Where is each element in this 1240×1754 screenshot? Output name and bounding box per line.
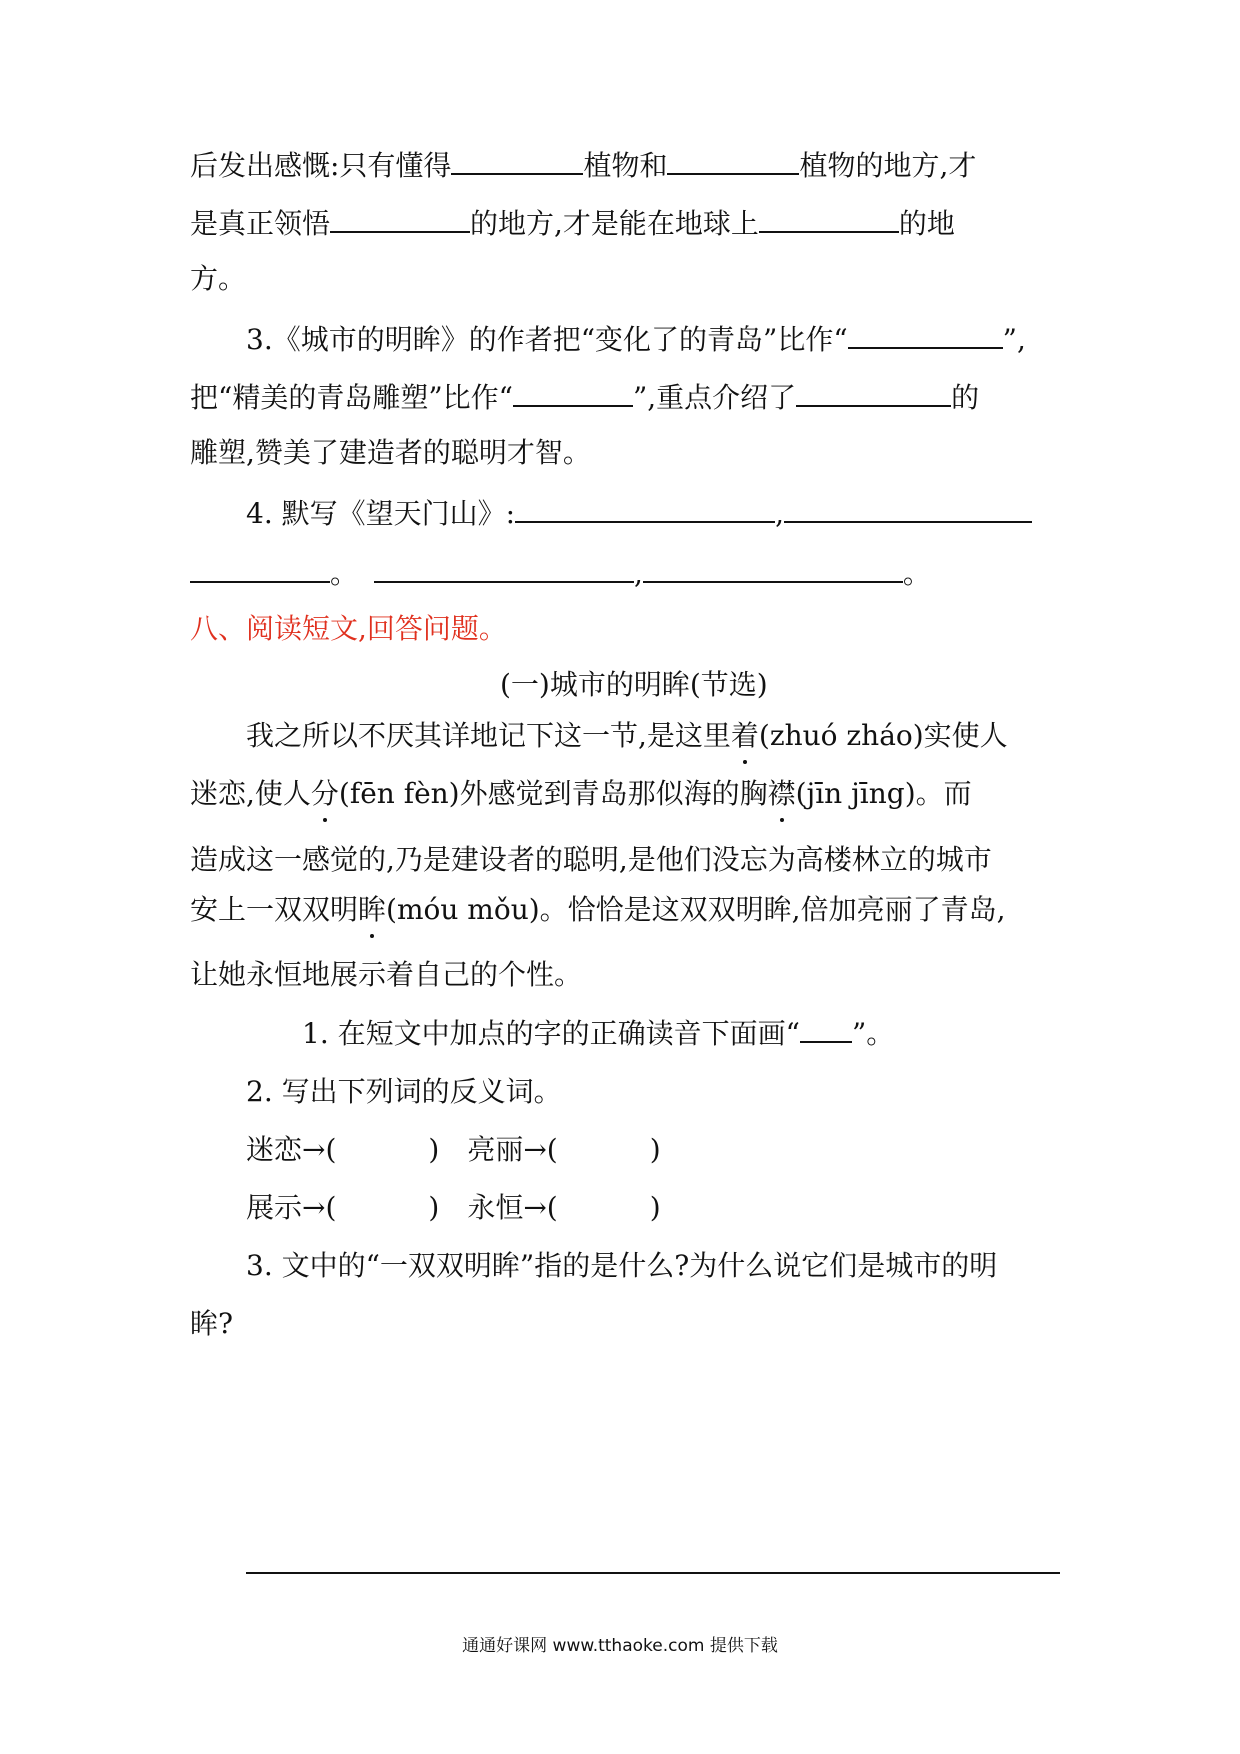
text: 迷恋→( (246, 1133, 337, 1166)
text: 永恒→( (467, 1191, 558, 1224)
text: 方。 (190, 262, 247, 295)
answer-blank[interactable] (513, 375, 633, 407)
dotted-character: 着 (731, 716, 759, 756)
antonym-row-1 (246, 1130, 1116, 1170)
text: 亮丽→( (467, 1133, 558, 1166)
answer-blank[interactable] (451, 143, 583, 175)
text: ”, (1002, 323, 1026, 356)
text: 的地 (898, 207, 955, 240)
dotted-character: 襟 (768, 774, 796, 814)
text: 植物和 (583, 149, 668, 182)
section-heading (190, 609, 1060, 649)
text: (jīn jīng)。而 (795, 777, 972, 810)
text: 造成这一感觉的,乃是建设者的聪明,是他们没忘为高楼林立的城市 (190, 843, 992, 876)
q3-line-2 (190, 375, 1060, 418)
antonym-row-2 (246, 1188, 1116, 1228)
text: 迷恋,使人 (190, 777, 311, 810)
question-3-continued (190, 1304, 1060, 1344)
text: , (634, 557, 643, 590)
underline-sample (800, 1015, 852, 1043)
text: ) (649, 1133, 661, 1166)
text: 把“精美的青岛雕塑”比作“ (190, 381, 513, 414)
answer-blank[interactable] (848, 317, 1003, 349)
text: 安上一双双明 (190, 893, 359, 926)
text: 让她永恒地展示着自己的个性。 (190, 958, 583, 991)
answer-blank[interactable] (643, 551, 903, 583)
text: 是真正领悟 (190, 207, 331, 240)
text: (fēn fèn)外感觉到青岛那似海的胸 (338, 777, 768, 810)
text: 八、阅读短文,回答问题。 (190, 612, 507, 645)
answer-line[interactable] (246, 1572, 1060, 1574)
passage-line-2 (190, 774, 1060, 814)
text: ) (649, 1191, 661, 1224)
text: ”。 (851, 1017, 895, 1050)
q2-line-2 (190, 201, 1060, 244)
question-2 (246, 1072, 1116, 1112)
text: 的地方,才是能在地球上 (470, 207, 759, 240)
q2-line-3 (190, 259, 1060, 299)
text: 3. 文中的“一双双明眸”指的是什么?为什么说它们是城市的明 (246, 1249, 998, 1282)
q3-line-3 (190, 433, 1060, 473)
passage-line-5 (190, 955, 1060, 995)
dotted-character: 分 (311, 774, 339, 814)
text: 的 (951, 381, 980, 414)
text: , (775, 497, 784, 530)
answer-blank[interactable] (515, 491, 775, 523)
text: 后发出感慨:只有懂得 (190, 149, 452, 182)
passage-line-3 (190, 840, 1060, 880)
text: 。 (902, 557, 931, 590)
answer-blank[interactable] (796, 375, 951, 407)
text: 展示→( (246, 1191, 337, 1224)
dotted-character: 眸 (358, 890, 386, 930)
answer-blank[interactable] (784, 491, 1032, 523)
text: 我之所以不厌其详地记下这一节,是这里 (246, 719, 731, 752)
answer-blank[interactable] (374, 551, 634, 583)
passage-line-4 (190, 890, 1060, 930)
text: 植物的地方,才 (799, 149, 977, 182)
text: (zhuó zháo)实使人 (758, 719, 1008, 752)
text: (móu mǒu)。恰恰是这双双明眸,倍加亮丽了青岛, (386, 893, 1006, 926)
q2-line-1 (190, 143, 1060, 186)
text: 3.《城市的明眸》的作者把“变化了的青岛”比作“ (246, 323, 848, 356)
text: 。 (330, 557, 359, 590)
text: 4. 默写《望天门山》: (246, 497, 516, 530)
passage-line-1 (246, 716, 1116, 756)
q4-line-2 (190, 551, 1060, 594)
q3-line-1 (246, 317, 1116, 360)
answer-blank[interactable] (667, 143, 799, 175)
text: ”,重点介绍了 (632, 381, 797, 414)
text: 雕塑,赞美了建造者的聪明才智。 (190, 436, 591, 469)
answer-blank[interactable] (330, 201, 470, 233)
question-1 (302, 1014, 1062, 1054)
question-3 (246, 1246, 1116, 1286)
answer-blank[interactable] (759, 201, 899, 233)
text: 2. 写出下列词的反义词。 (246, 1075, 562, 1108)
passage-title (500, 665, 900, 705)
answer-blank[interactable] (190, 551, 330, 583)
text: ) (428, 1133, 440, 1166)
text: 眸? (190, 1307, 234, 1340)
text: 1. 在短文中加点的字的正确读音下面画“ (302, 1017, 800, 1050)
text: ) (428, 1191, 440, 1224)
q4-line-1 (246, 491, 1116, 534)
footer: 通通好课网 www.tthaoke.com 提供下载 (462, 1636, 778, 1656)
text: (一)城市的明眸(节选) (500, 668, 768, 701)
